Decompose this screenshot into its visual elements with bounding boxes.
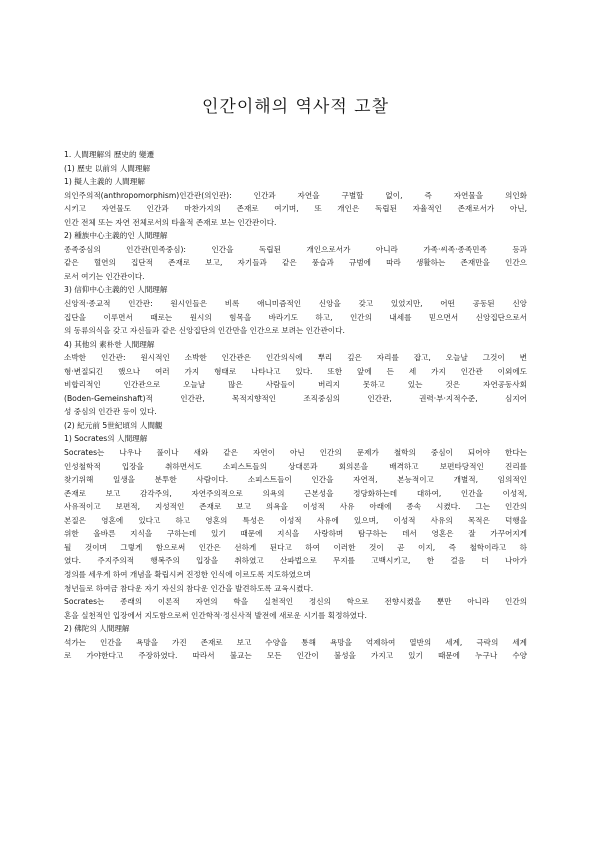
document-title: 인간이해의 역사적 고찰 xyxy=(201,97,390,117)
body-line: 종족중심의 인간관(민족중심): 인간을 독립된 개인으로서가 아니라 가족·씨족·종족민족 등과 xyxy=(64,244,527,254)
body-line: 시키고 자연물도 인간과 마찬가지의 존재로 여기며, 또 개인은 독립된 자율적인 존재로서가 아닌, xyxy=(64,204,527,214)
body-line: 2) 種族中心主義的인 人間理解 xyxy=(64,231,168,241)
body-line: 혼을 실천적인 입장에서 지도함으로써 인간학적·정신사적 발전에 새로운 시기를 획정하였다. xyxy=(64,610,367,620)
body-line: (2) 紀元前 5世紀頃의 人間觀 xyxy=(64,420,163,430)
body-line: Socrates는 나우나 풀이나 새와 같은 자연이 아닌 인간의 문제가 철학의 중심이 되어야 한다는 xyxy=(64,448,527,458)
document-body xyxy=(64,148,527,663)
body-line: 비합리적인 인간관으로 오늘날 많은 사람들이 버리지 못하고 있는 것은 자연공동사회 xyxy=(64,380,527,390)
body-line: 정의를 세우게 하여 개념을 확립시켜 진정한 인식에 이르도록 지도하였으며 xyxy=(64,569,311,579)
body-line: 될 것이며 그렇게 함으로써 인간은 선하게 된다고 하여 이러한 것이 곧 이지, 즉 철학이라고 하 xyxy=(64,542,527,552)
body-line: 였다. 주지주의적 행복주의 입장을 취하였고 산파법으로 무지를 고백시키고, 한 걸음 더 나아가 xyxy=(64,556,527,566)
body-line: 석가는 인간을 욕망을 가진 존재로 보고 수양을 통해 욕망을 억제하여 열반의 세계, 극락의 세계 xyxy=(64,637,527,647)
body-line: 소박한 인간관: 원시적인 소박한 인간관은 인간의식에 뿌리 깊은 자리를 잡고, 오늘날 그것이 변 xyxy=(64,353,527,363)
body-line: 4) 其他의 素朴한 人間理解 xyxy=(64,339,155,349)
body-line: (1) 歷史 以前의 人間理解 xyxy=(64,163,151,173)
body-line: 의 동류의식을 갖고 자신들과 같은 신앙집단의 인간만을 인간으로 보려는 인간관이다. xyxy=(64,326,345,336)
body-line: 청년들로 하여금 참다운 자기 자신의 참다운 인간을 발견하도록 교육시켰다. xyxy=(64,583,314,593)
body-line: (Boden-Gemeinshaft)적 인간관, 목적지향적인 조직중심의 인간관, 권력·부·지적수준, 심지어 xyxy=(64,393,527,403)
body-line: 성 중심의 인간관 등이 있다. xyxy=(64,407,157,417)
body-line: 로서 여기는 인간관이다. xyxy=(64,271,145,281)
body-line: 집단을 이루면서 때로는 원시의 힘목을 바라기도 하고, 인간의 내세를 믿으면서 신앙집단으로서 xyxy=(64,312,527,322)
body-line: 1) 擬人主義的 人間理解 xyxy=(64,177,145,187)
body-line: Socrates는 종래의 이론적 자연의 학을 실천적인 정신의 학으로 전향시켰을 뿐만 아니라 인간의 xyxy=(64,597,527,607)
body-line: 신앙적·종교적 인간관: 원시인들은 비록 애니미즘적인 신앙을 갖고 있었지만, 어떤 공동된 신앙 xyxy=(64,299,527,309)
body-line: 위한 올바른 지식을 구하는데 있기 때문에 지식을 사랑하며 탐구하는 데서 영혼은 잘 가꾸어지게 xyxy=(64,529,527,539)
body-line: 인간 전체 또는 자연 전체로서의 타율적 존재로 보는 인간관이다. xyxy=(64,217,277,227)
body-line: 의인주의적(anthropomorphism)인간관(의인관): 인간과 자연을 구별할 없이, 즉 자연물을 의인화 xyxy=(64,190,527,200)
body-line: 본질은 영혼에 있다고 하고 영혼의 특성은 이성적 사유에 있으며, 이성적 사유의 목적은 덕행을 xyxy=(64,515,527,525)
body-line: 1. 人間理解의 歷史的 變遷 xyxy=(64,150,155,159)
body-line: 존재로 보고 감각주의, 자연주의적으로 의욕의 근본성을 정당화하는데 대하여, 인간을 이성적, xyxy=(64,488,527,498)
body-line: 2) 佛陀의 人間理解 xyxy=(64,624,130,634)
body-line: 인성철학적 입장을 취하면서도 소피스트들의 상대론과 회의론을 배격하고 보편타당적인 진리를 xyxy=(64,461,527,471)
body-line: 같은 혈연의 집단적 존재로 보고, 자기들과 같은 풍습과 규범에 따라 생활하는 존재만을 인간으 xyxy=(64,258,527,268)
body-line: 1) Socrates의 人間理解 xyxy=(64,434,148,444)
body-line: 사유적이고 보편적, 지성적인 존재로 보고 의욕을 이성적 사유 아래에 종속 시켰다. 그는 인간의 xyxy=(64,502,527,512)
body-line: 형·변질되긴 했으나 여러 가지 형태로 나타나고 있다. 또한 앞에 든 세 가지 인간관 이외에도 xyxy=(64,366,527,376)
body-line: 3) 信仰中心主義的인 人間理解 xyxy=(64,285,168,295)
body-line: 찾기위해 일생을 분투한 사람이다. 소피스트들이 인간을 자연적, 본능적이고 개별적, 임의적인 xyxy=(64,475,527,485)
body-line: 로 가야한다고 주장하였다. 따라서 불교는 모든 인간이 불성을 가지고 있기 때문에 누구나 수양 xyxy=(64,651,527,661)
